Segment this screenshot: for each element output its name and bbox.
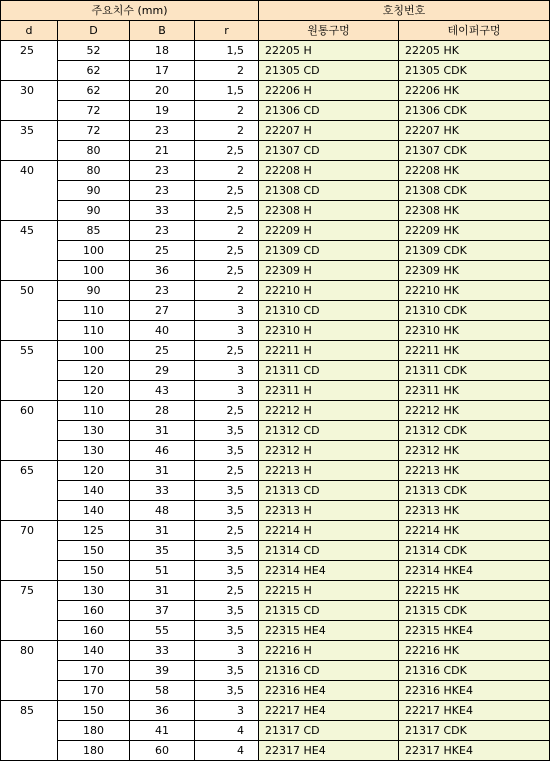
col-header-B: B (130, 21, 195, 41)
cell-width: 25 (130, 341, 195, 361)
cell-radius: 3,5 (195, 421, 259, 441)
cell-d (1, 421, 58, 441)
cell-tapered-bore: 21316 CDK (399, 661, 550, 681)
cell-d (1, 141, 58, 161)
cell-tapered-bore: 22210 HK (399, 281, 550, 301)
cell-d (1, 301, 58, 321)
cell-outer-diameter: 100 (58, 341, 130, 361)
cell-cylindrical-bore: 21313 CD (259, 481, 399, 501)
cell-radius: 3,5 (195, 481, 259, 501)
cell-radius: 3,5 (195, 561, 259, 581)
cell-width: 17 (130, 61, 195, 81)
cell-tapered-bore: 22208 HK (399, 161, 550, 181)
cell-outer-diameter: 110 (58, 301, 130, 321)
table-body (1, 41, 550, 761)
table-row (1, 241, 550, 261)
cell-outer-diameter: 100 (58, 261, 130, 281)
cell-outer-diameter: 80 (58, 161, 130, 181)
cell-outer-diameter: 52 (58, 41, 130, 61)
cell-d (1, 621, 58, 641)
cell-cylindrical-bore: 22312 H (259, 441, 399, 461)
cell-outer-diameter: 150 (58, 541, 130, 561)
table-row (1, 661, 550, 681)
cell-d: 65 (1, 461, 58, 481)
cell-radius: 3 (195, 701, 259, 721)
cell-radius: 2,5 (195, 341, 259, 361)
cell-d (1, 741, 58, 761)
cell-d (1, 681, 58, 701)
designation-header: 호칭번호 (259, 1, 550, 21)
table-row (1, 641, 550, 661)
cell-d: 70 (1, 521, 58, 541)
cell-cylindrical-bore: 22313 H (259, 501, 399, 521)
cell-d: 50 (1, 281, 58, 301)
cell-outer-diameter: 62 (58, 81, 130, 101)
cell-d: 55 (1, 341, 58, 361)
cell-cylindrical-bore: 21310 CD (259, 301, 399, 321)
cell-tapered-bore: 21313 CDK (399, 481, 550, 501)
table-row (1, 61, 550, 81)
cell-radius: 1,5 (195, 81, 259, 101)
table-row (1, 261, 550, 281)
cell-tapered-bore: 22216 HK (399, 641, 550, 661)
table-row (1, 581, 550, 601)
cell-cylindrical-bore: 22316 HE4 (259, 681, 399, 701)
cell-cylindrical-bore: 22310 H (259, 321, 399, 341)
header-row-1 (1, 1, 550, 21)
table-row (1, 601, 550, 621)
cell-radius: 2 (195, 61, 259, 81)
table-row (1, 721, 550, 741)
cell-width: 55 (130, 621, 195, 641)
cell-cylindrical-bore: 21315 CD (259, 601, 399, 621)
table-row (1, 361, 550, 381)
cell-radius: 2 (195, 221, 259, 241)
cell-radius: 2,5 (195, 141, 259, 161)
cell-outer-diameter: 72 (58, 101, 130, 121)
cell-radius: 2,5 (195, 521, 259, 541)
cell-cylindrical-bore: 22209 H (259, 221, 399, 241)
cell-width: 21 (130, 141, 195, 161)
cell-tapered-bore: 22310 HK (399, 321, 550, 341)
cell-radius: 2,5 (195, 241, 259, 261)
cell-width: 23 (130, 161, 195, 181)
cell-radius: 2 (195, 101, 259, 121)
cell-width: 29 (130, 361, 195, 381)
cell-d (1, 441, 58, 461)
cell-tapered-bore: 22205 HK (399, 41, 550, 61)
cell-tapered-bore: 21312 CDK (399, 421, 550, 441)
cell-cylindrical-bore: 22315 HE4 (259, 621, 399, 641)
cell-radius: 3,5 (195, 441, 259, 461)
table-row (1, 201, 550, 221)
cell-d: 60 (1, 401, 58, 421)
cell-width: 25 (130, 241, 195, 261)
table-row (1, 161, 550, 181)
table-row (1, 441, 550, 461)
cell-width: 20 (130, 81, 195, 101)
col-header-D: D (58, 21, 130, 41)
table-row (1, 521, 550, 541)
table-row (1, 561, 550, 581)
cell-width: 37 (130, 601, 195, 621)
table-row (1, 621, 550, 641)
cell-d (1, 361, 58, 381)
table-row (1, 301, 550, 321)
col-header-tapered-bore: 테이퍼구멍 (399, 21, 550, 41)
table-row (1, 221, 550, 241)
cell-tapered-bore: 22308 HK (399, 201, 550, 221)
cell-outer-diameter: 150 (58, 561, 130, 581)
cell-tapered-bore: 22309 HK (399, 261, 550, 281)
cell-tapered-bore: 22217 HKE4 (399, 701, 550, 721)
cell-outer-diameter: 85 (58, 221, 130, 241)
header-row-2 (1, 21, 550, 41)
cell-tapered-bore: 21311 CDK (399, 361, 550, 381)
cell-outer-diameter: 125 (58, 521, 130, 541)
cell-tapered-bore: 22316 HKE4 (399, 681, 550, 701)
cell-radius: 3,5 (195, 501, 259, 521)
cell-tapered-bore: 22209 HK (399, 221, 550, 241)
cell-d (1, 481, 58, 501)
cell-d (1, 241, 58, 261)
cell-width: 28 (130, 401, 195, 421)
cell-width: 31 (130, 461, 195, 481)
table-row (1, 181, 550, 201)
cell-cylindrical-bore: 22208 H (259, 161, 399, 181)
cell-outer-diameter: 180 (58, 741, 130, 761)
cell-width: 41 (130, 721, 195, 741)
cell-outer-diameter: 140 (58, 501, 130, 521)
cell-tapered-bore: 22211 HK (399, 341, 550, 361)
cell-cylindrical-bore: 22213 H (259, 461, 399, 481)
cell-outer-diameter: 90 (58, 201, 130, 221)
cell-radius: 4 (195, 721, 259, 741)
cell-tapered-bore: 21317 CDK (399, 721, 550, 741)
cell-tapered-bore: 21306 CDK (399, 101, 550, 121)
col-header-d: d (1, 21, 58, 41)
cell-radius: 3 (195, 321, 259, 341)
cell-width: 18 (130, 41, 195, 61)
cell-outer-diameter: 120 (58, 361, 130, 381)
table-row (1, 481, 550, 501)
cell-outer-diameter: 100 (58, 241, 130, 261)
cell-cylindrical-bore: 21309 CD (259, 241, 399, 261)
cell-d (1, 501, 58, 521)
cell-d (1, 261, 58, 281)
cell-width: 58 (130, 681, 195, 701)
cell-cylindrical-bore: 22210 H (259, 281, 399, 301)
table-row (1, 81, 550, 101)
cell-outer-diameter: 90 (58, 181, 130, 201)
cell-cylindrical-bore: 22216 H (259, 641, 399, 661)
cell-d: 25 (1, 41, 58, 61)
cell-radius: 3,5 (195, 541, 259, 561)
table-row (1, 121, 550, 141)
cell-width: 23 (130, 281, 195, 301)
table-row (1, 541, 550, 561)
cell-width: 33 (130, 481, 195, 501)
cell-d (1, 101, 58, 121)
cell-width: 60 (130, 741, 195, 761)
cell-tapered-bore: 21309 CDK (399, 241, 550, 261)
cell-d (1, 601, 58, 621)
cell-radius: 3,5 (195, 601, 259, 621)
cell-d (1, 181, 58, 201)
cell-width: 19 (130, 101, 195, 121)
cell-cylindrical-bore: 21311 CD (259, 361, 399, 381)
cell-cylindrical-bore: 22215 H (259, 581, 399, 601)
cell-cylindrical-bore: 21314 CD (259, 541, 399, 561)
cell-radius: 3 (195, 641, 259, 661)
cell-width: 36 (130, 261, 195, 281)
cell-radius: 3 (195, 381, 259, 401)
cell-width: 36 (130, 701, 195, 721)
cell-tapered-bore: 21315 CDK (399, 601, 550, 621)
cell-outer-diameter: 110 (58, 401, 130, 421)
cell-outer-diameter: 130 (58, 421, 130, 441)
cell-radius: 2 (195, 121, 259, 141)
cell-radius: 2,5 (195, 181, 259, 201)
cell-d (1, 201, 58, 221)
table-row (1, 381, 550, 401)
cell-cylindrical-bore: 22317 HE4 (259, 741, 399, 761)
cell-cylindrical-bore: 22211 H (259, 341, 399, 361)
cell-cylindrical-bore: 22308 H (259, 201, 399, 221)
cell-cylindrical-bore: 21306 CD (259, 101, 399, 121)
cell-tapered-bore: 21307 CDK (399, 141, 550, 161)
table-row (1, 281, 550, 301)
col-header-cylindrical-bore: 원통구멍 (259, 21, 399, 41)
cell-width: 51 (130, 561, 195, 581)
cell-d: 30 (1, 81, 58, 101)
table-row (1, 681, 550, 701)
cell-d (1, 321, 58, 341)
cell-width: 39 (130, 661, 195, 681)
cell-radius: 3 (195, 361, 259, 381)
cell-width: 43 (130, 381, 195, 401)
cell-radius: 2,5 (195, 401, 259, 421)
cell-outer-diameter: 140 (58, 641, 130, 661)
cell-tapered-bore: 22315 HKE4 (399, 621, 550, 641)
cell-width: 27 (130, 301, 195, 321)
cell-width: 46 (130, 441, 195, 461)
cell-d: 80 (1, 641, 58, 661)
cell-cylindrical-bore: 22207 H (259, 121, 399, 141)
cell-tapered-bore: 21310 CDK (399, 301, 550, 321)
cell-tapered-bore: 22214 HK (399, 521, 550, 541)
table-row (1, 741, 550, 761)
cell-width: 40 (130, 321, 195, 341)
cell-tapered-bore: 21305 CDK (399, 61, 550, 81)
cell-d: 85 (1, 701, 58, 721)
cell-outer-diameter: 170 (58, 681, 130, 701)
cell-outer-diameter: 120 (58, 461, 130, 481)
cell-d (1, 661, 58, 681)
cell-cylindrical-bore: 21317 CD (259, 721, 399, 741)
cell-d (1, 541, 58, 561)
cell-outer-diameter: 150 (58, 701, 130, 721)
table-row (1, 401, 550, 421)
cell-outer-diameter: 72 (58, 121, 130, 141)
cell-outer-diameter: 140 (58, 481, 130, 501)
cell-width: 33 (130, 201, 195, 221)
cell-radius: 2 (195, 161, 259, 181)
cell-d (1, 61, 58, 81)
cell-outer-diameter: 160 (58, 601, 130, 621)
cell-cylindrical-bore: 22314 HE4 (259, 561, 399, 581)
cell-width: 48 (130, 501, 195, 521)
cell-radius: 2,5 (195, 461, 259, 481)
cell-outer-diameter: 130 (58, 441, 130, 461)
cell-tapered-bore: 22206 HK (399, 81, 550, 101)
cell-tapered-bore: 22311 HK (399, 381, 550, 401)
cell-cylindrical-bore: 22309 H (259, 261, 399, 281)
cell-cylindrical-bore: 22212 H (259, 401, 399, 421)
table-row (1, 41, 550, 61)
cell-radius: 3,5 (195, 661, 259, 681)
cell-outer-diameter: 180 (58, 721, 130, 741)
cell-d: 35 (1, 121, 58, 141)
cell-tapered-bore: 22215 HK (399, 581, 550, 601)
cell-radius: 2,5 (195, 201, 259, 221)
cell-tapered-bore: 22317 HKE4 (399, 741, 550, 761)
cell-cylindrical-bore: 22217 HE4 (259, 701, 399, 721)
cell-radius: 3,5 (195, 681, 259, 701)
cell-tapered-bore: 22312 HK (399, 441, 550, 461)
cell-cylindrical-bore: 22205 H (259, 41, 399, 61)
cell-tapered-bore: 22213 HK (399, 461, 550, 481)
cell-d (1, 561, 58, 581)
cell-radius: 3 (195, 301, 259, 321)
table-row (1, 321, 550, 341)
cell-outer-diameter: 62 (58, 61, 130, 81)
cell-radius: 2,5 (195, 261, 259, 281)
cell-radius: 3,5 (195, 621, 259, 641)
cell-width: 31 (130, 581, 195, 601)
table-row (1, 461, 550, 481)
cell-outer-diameter: 110 (58, 321, 130, 341)
cell-radius: 2 (195, 281, 259, 301)
cell-radius: 1,5 (195, 41, 259, 61)
cell-d: 45 (1, 221, 58, 241)
cell-radius: 2,5 (195, 581, 259, 601)
cell-cylindrical-bore: 21307 CD (259, 141, 399, 161)
cell-cylindrical-bore: 21305 CD (259, 61, 399, 81)
cell-width: 35 (130, 541, 195, 561)
cell-cylindrical-bore: 21308 CD (259, 181, 399, 201)
cell-tapered-bore: 22212 HK (399, 401, 550, 421)
table-row (1, 501, 550, 521)
cell-tapered-bore: 21314 CDK (399, 541, 550, 561)
cell-outer-diameter: 120 (58, 381, 130, 401)
cell-outer-diameter: 170 (58, 661, 130, 681)
cell-radius: 4 (195, 741, 259, 761)
cell-outer-diameter: 130 (58, 581, 130, 601)
main-dimensions-header: 주요치수 (mm) (1, 1, 259, 21)
cell-outer-diameter: 90 (58, 281, 130, 301)
cell-d (1, 721, 58, 741)
cell-cylindrical-bore: 22214 H (259, 521, 399, 541)
cell-cylindrical-bore: 22311 H (259, 381, 399, 401)
cell-width: 31 (130, 521, 195, 541)
cell-outer-diameter: 80 (58, 141, 130, 161)
cell-cylindrical-bore: 21316 CD (259, 661, 399, 681)
cell-width: 23 (130, 221, 195, 241)
table-row (1, 101, 550, 121)
table-row (1, 421, 550, 441)
cell-tapered-bore: 22207 HK (399, 121, 550, 141)
cell-width: 23 (130, 181, 195, 201)
cell-tapered-bore: 22314 HKE4 (399, 561, 550, 581)
cell-cylindrical-bore: 22206 H (259, 81, 399, 101)
cell-d (1, 381, 58, 401)
col-header-r: r (195, 21, 259, 41)
cell-outer-diameter: 160 (58, 621, 130, 641)
cell-width: 33 (130, 641, 195, 661)
cell-tapered-bore: 22313 HK (399, 501, 550, 521)
cell-width: 23 (130, 121, 195, 141)
cell-cylindrical-bore: 21312 CD (259, 421, 399, 441)
table-row (1, 701, 550, 721)
table-row (1, 341, 550, 361)
cell-width: 31 (130, 421, 195, 441)
cell-d: 75 (1, 581, 58, 601)
table-row (1, 141, 550, 161)
cell-tapered-bore: 21308 CDK (399, 181, 550, 201)
cell-d: 40 (1, 161, 58, 181)
